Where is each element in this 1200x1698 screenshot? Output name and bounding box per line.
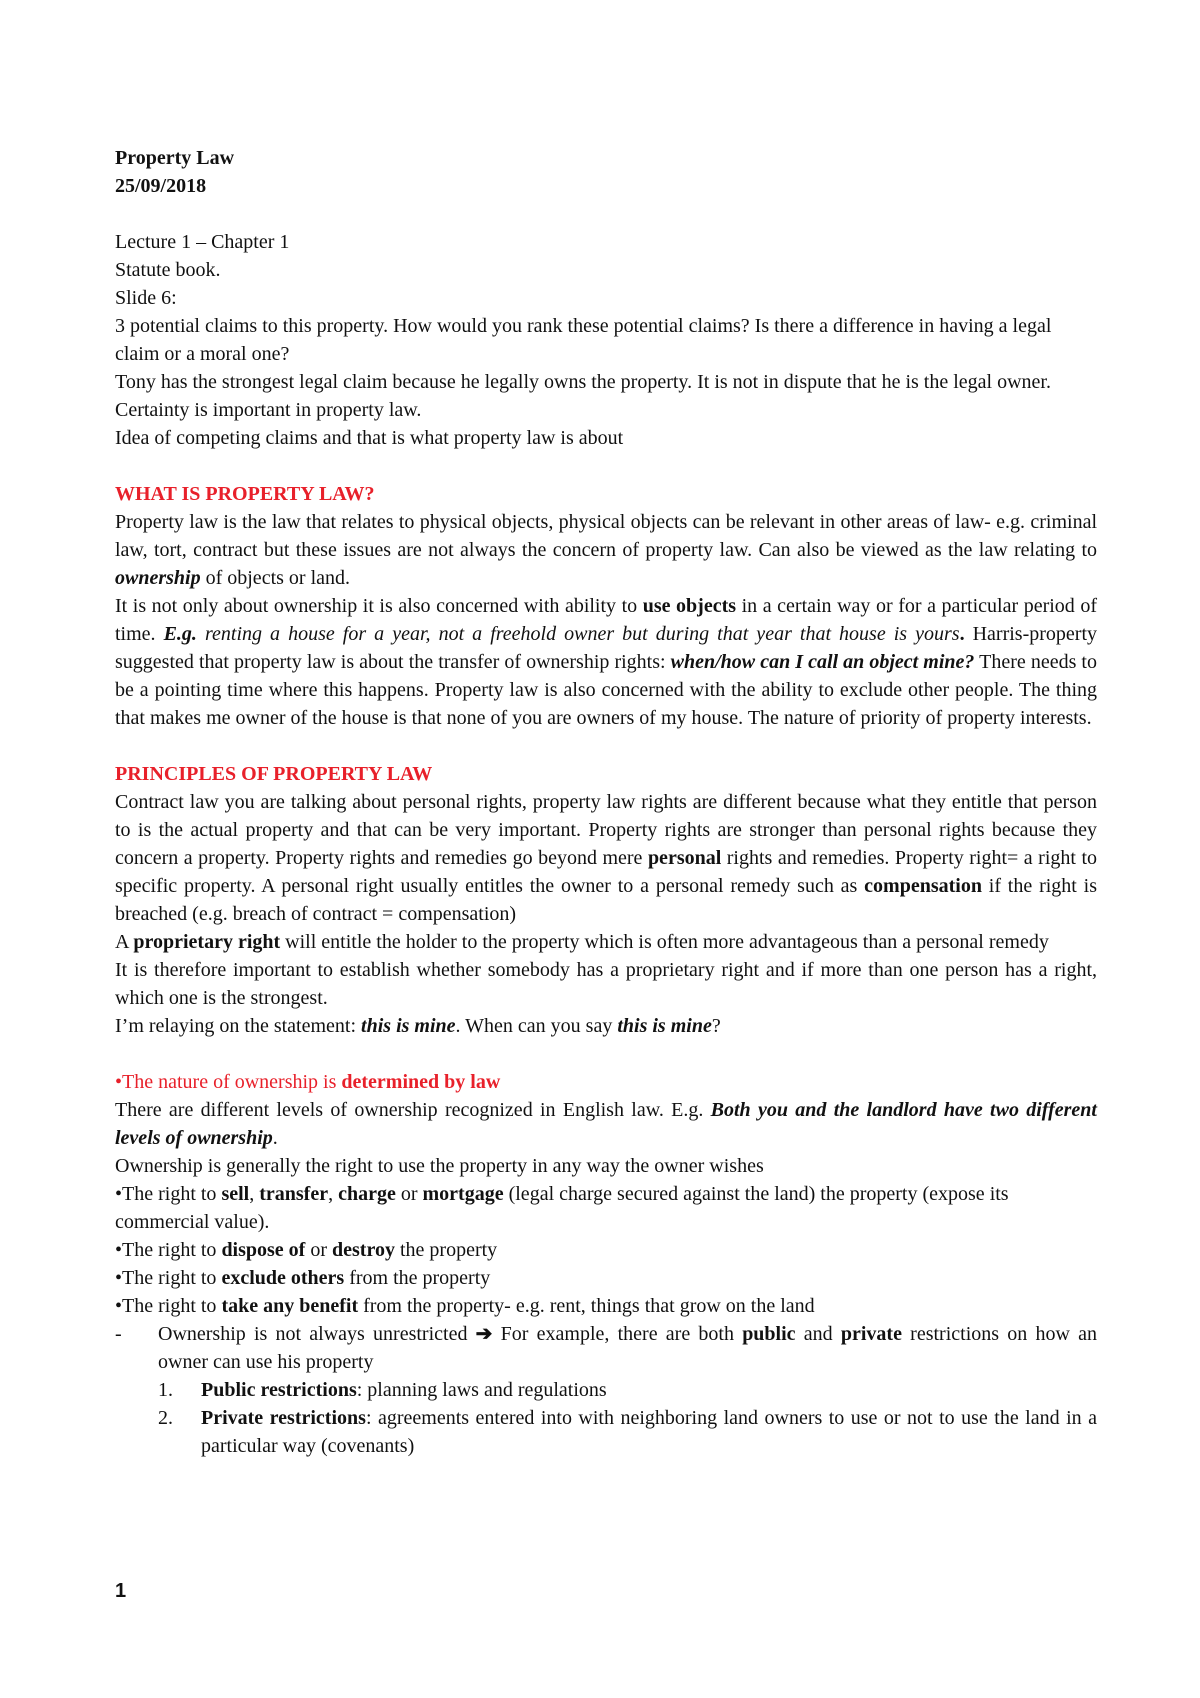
spacer: [115, 200, 1097, 228]
spacer: [115, 1040, 1097, 1068]
section1-paragraph-2: It is not only about ownership it is also concerned with ability to use objects in a certain way or for a particular period of time. E.g. renting a house for a year, not a freehold owner but during that year that house is yours. Harris-property suggested that property law is about the transfer of ownership rights: when/how can I call an object mine? There needs to be a pointing time where this happens. Property law is also concerned with the ability to exclude other people. The thing that makes me owner of the house is that none of you are owners of my house. The nature of priority of property interests.: [115, 595, 1098, 729]
bullet-item-benefit: •The right to take any benefit from the property- e.g. rent, things that grow on the land: [115, 1295, 815, 1317]
document-body: [115, 144, 1097, 1460]
statute-line: Statute book.: [115, 259, 221, 281]
section-heading-principles: PRINCIPLES OF PROPERTY LAW: [115, 763, 433, 785]
spacer: [115, 732, 1097, 760]
list-number: 1.: [158, 1379, 173, 1401]
document-title: Property Law: [115, 147, 235, 169]
bullet-item-exclude: •The right to exclude others from the property: [115, 1267, 491, 1289]
section3-paragraph-1: There are different levels of ownership recognized in English law. E.g. Both you and the landlord have two different levels of ownership.: [115, 1099, 1097, 1149]
dash-marker: -: [115, 1323, 122, 1345]
right-arrow-icon: ➔: [475, 1323, 493, 1345]
bullet-item-dispose: •The right to dispose of or destroy the property: [115, 1239, 498, 1261]
section2-paragraph-1: Contract law you are talking about personal rights, property law rights are different because what they entitle that person to is the actual property and that can be very important. Property rights are stronger than personal rights because they concern a property. Property rights and remedies go beyond mere personal rights and remedies. Property right= a right to specific property. A personal right usually entitles the owner to a personal remedy such as compensation if the right is breached (e.g. breach of contract = compensation): [115, 791, 1098, 925]
intro-paragraph-3: Idea of competing claims and that is what property law is about: [115, 427, 624, 449]
page-number: 1: [115, 1580, 127, 1602]
section2-paragraph-2: A proprietary right will entitle the holder to the property which is often more advantageous than a personal remedy: [115, 931, 1049, 953]
document-date: 25/09/2018: [115, 175, 207, 197]
section3-paragraph-2: Ownership is generally the right to use the property in any way the owner wishes: [115, 1155, 764, 1177]
intro-paragraph-2: Tony has the strongest legal claim because he legally owns the property. It is not in dispute that he is the legal owner. Certainty is important in property law.: [115, 371, 1051, 421]
intro-paragraph-1: 3 potential claims to this property. How would you rank these potential claims? Is there a difference in having a legal claim or a moral one?: [115, 315, 1052, 365]
section-heading-nature-of-ownership: •The nature of ownership is determined by law: [115, 1071, 501, 1093]
numbered-item-public-restrictions: 1. Public restrictions: planning laws and regulations: [115, 1376, 1097, 1404]
bullet-item-sell: •The right to sell, transfer, charge or mortgage (legal charge secured against the land) the property (expose its commercial value).: [115, 1183, 1009, 1233]
section2-paragraph-4: I’m relaying on the statement: this is mine. When can you say this is mine?: [115, 1015, 721, 1037]
slide-line: Slide 6:: [115, 287, 177, 309]
spacer: [115, 452, 1097, 480]
list-number: 2.: [158, 1407, 173, 1429]
section1-paragraph-1: Property law is the law that relates to physical objects, physical objects can be relevant in other areas of law- e.g. criminal law, tort, contract but these issues are not always the concern of property law. Can also be viewed as the law relating to ownership of objects or land.: [115, 511, 1097, 589]
lecture-line: Lecture 1 – Chapter 1: [115, 231, 290, 253]
section-heading-what-is-property-law: WHAT IS PROPERTY LAW?: [115, 483, 375, 505]
numbered-item-private-restrictions: 2. Private restrictions: agreements entered into with neighboring land owners to use or not to use the land in a particular way (covenants): [115, 1404, 1097, 1460]
dash-list-item-restrictions: - Ownership is not always unrestricted ➔ For example, there are both public and private restrictions on how an owner can use his property: [115, 1320, 1097, 1376]
section2-paragraph-3: It is therefore important to establish whether somebody has a proprietary right and if more than one person has a right, which one is the strongest.: [115, 959, 1097, 1009]
